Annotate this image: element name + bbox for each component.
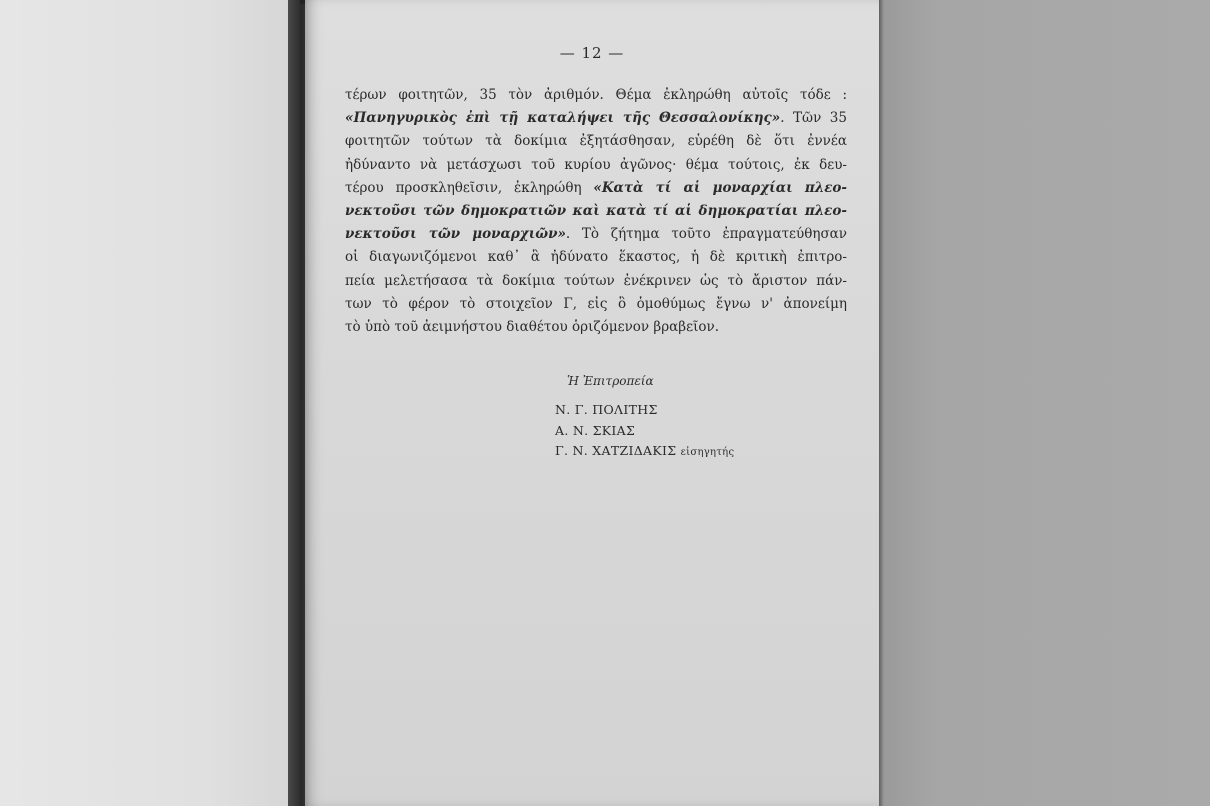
text-run: . Τῶν 35 [780, 110, 847, 127]
text-line [345, 177, 847, 200]
emphasized-text: νεκτοῦσι τῶν μοναρχιῶν» [345, 226, 566, 243]
text-line [345, 246, 847, 269]
right-background [876, 0, 1210, 806]
committee-member [555, 421, 734, 442]
text-run: τὸ ὑπὸ τοῦ ἀειμνήστου διαθέτου ὁριζόμενον βραβεῖον. [345, 319, 719, 336]
text-run: πεία μελετήσασα τὰ δοκίμια τούτων ἐνέκρινεν ὡς τὸ ἄριστον πάν- [345, 272, 847, 289]
emphasized-text: «Κατὰ τί αἱ μοναρχίαι πλεο- [593, 179, 847, 196]
text-line [345, 293, 847, 316]
text-line [345, 316, 847, 339]
text-run: ἠδύναντο νὰ μετάσχωσι τοῦ κυρίου ἀγῶνος· θέμα τούτοις, ἐκ δευ- [345, 156, 847, 173]
committee-member [555, 400, 734, 421]
committee-signature-block [555, 374, 734, 464]
emphasized-text: «Πανηγυρικὸς ἐπὶ τῇ καταλήψει τῆς Θεσσαλονίκης» [345, 110, 781, 127]
left-page-margin [0, 0, 292, 806]
text-line [345, 200, 847, 223]
text-run: οἱ διαγωνιζόμενοι καθ᾽ ἃ ἠδύνατο ἕκαστος, ἡ δὲ κριτικὴ ἐπιτρο- [345, 249, 847, 266]
committee-member [555, 441, 734, 464]
body-paragraph [345, 84, 847, 339]
page-number: — 12 — [559, 44, 625, 62]
text-run: . Τὸ ζήτημα τοῦτο ἐπραγματεύθησαν [565, 226, 847, 243]
text-line [345, 154, 847, 177]
text-line [345, 223, 847, 246]
document-page [305, 0, 879, 806]
member-role: εἰσηγητής [680, 447, 735, 458]
committee-heading: Ἡ Ἐπιτροπεία [567, 374, 654, 388]
member-name: Α. Ν. ΣΚΙΑΣ [555, 422, 636, 438]
member-name: Ν. Γ. ΠΟΛΙΤΗΣ [555, 402, 658, 417]
committee-members [555, 400, 734, 464]
text-run: τέρων φοιτητῶν, 35 τὸν ἀριθμόν. Θέμα ἐκληρώθη αὐτοῖς τόδε : [345, 87, 847, 103]
text-line [345, 84, 847, 107]
text-line [345, 130, 847, 153]
text-run: τέρου προσκληθεῖσιν, ἐκληρώθη [345, 179, 594, 196]
text-run: φοιτητῶν τούτων τὰ δοκίμια ἐξητάσθησαν, εὑρέθη δὲ ὅτι ἐννέα [345, 133, 847, 150]
text-run: των τὸ φέρον τὸ στοιχεῖον Γ, εἰς ὃ ὁμοθύμως ἔγνω ν' ἀπονείμη [345, 295, 847, 312]
emphasized-text: νεκτοῦσι τῶν δημοκρατιῶν καὶ κατὰ τί αἱ δημοκρατίαι πλεο- [345, 203, 847, 220]
member-name: Γ. Ν. ΧΑΤΖΙΔΑΚΙΣ [555, 443, 677, 458]
text-line [345, 107, 847, 130]
text-line [345, 270, 847, 293]
